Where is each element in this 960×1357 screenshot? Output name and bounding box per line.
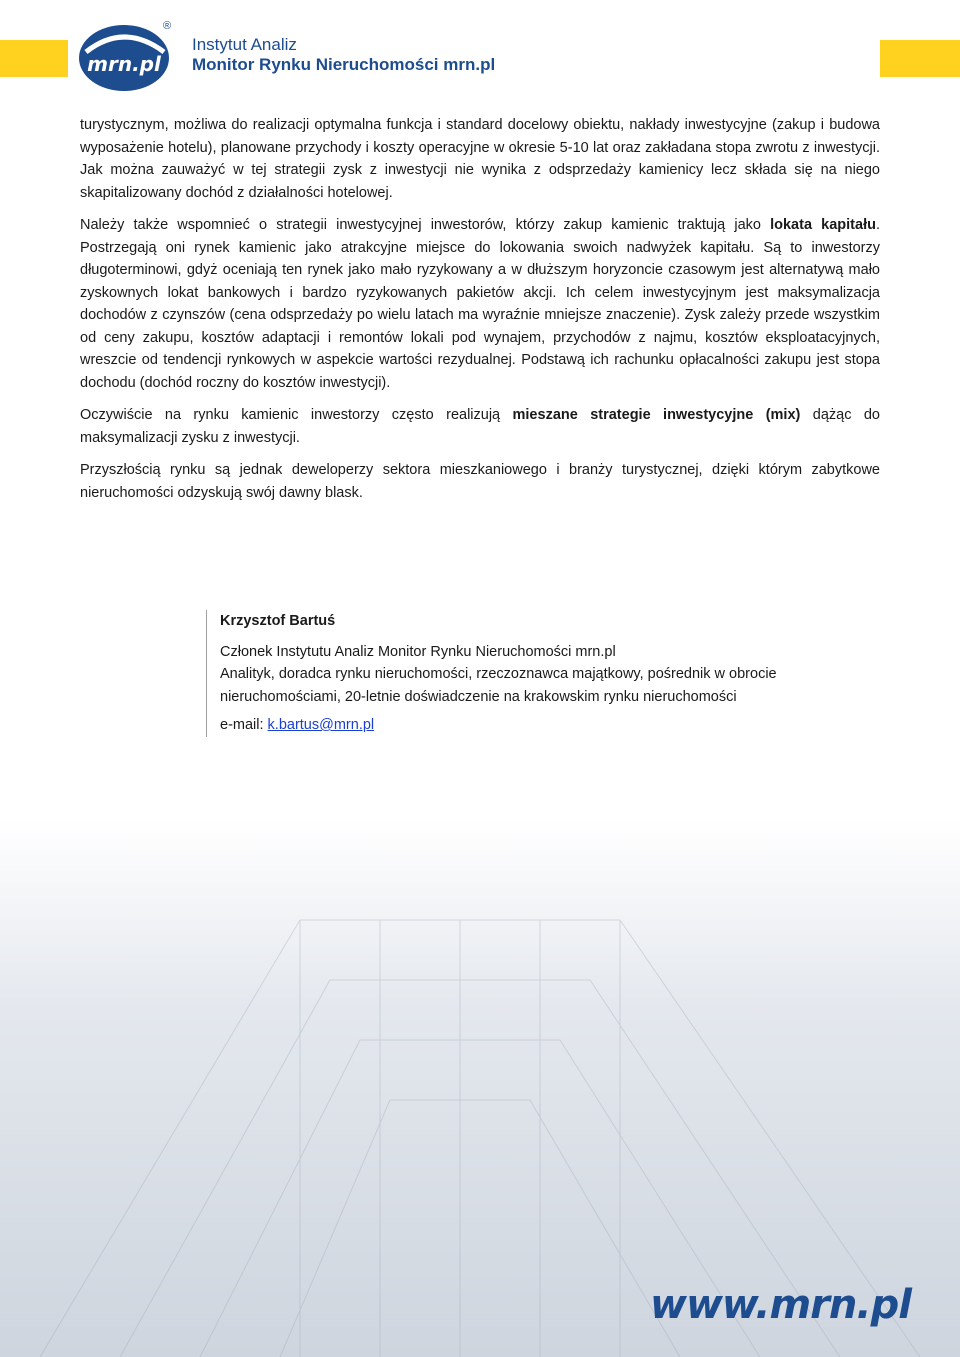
author-email: e-mail: k.bartus@mrn.pl <box>220 717 375 733</box>
institute-name: Instytut Analiz <box>192 35 297 54</box>
paragraph-2: Należy także wspomnieć o strategii inwestycyjnej inwestorów, którzy zakup kamienic traktują jako lokata kapitału. Postrzegają oni rynek kamienic jako atrakcyjne miejsce do lokowania swoich nadwyżek kapitału. Są to inwestorzy długoterminowi, gdyż oceniają ten rynek jako mało ryzykowany a w dłuższym horyzoncie czasowym jest alternatywą mało zyskownych lokat bankowych i bardzo ryzykowanych pakietów akcji. Ich celem inwestycyjnym jest maksymalizacja dochodów z czynszów (cena odsprzedaży po wielu latach ma wyraźnie mniejsze znaczenie). Zysk zależy przede wszystkim od ceny zakupu, kosztów adaptacji i remontów lokali pod wynajem, przychodów z najmu, kosztów eksploatacyjnych, wreszcie od tendencji rynkowych w aspekcie wartości rezydualnej. Podstawą ich rachunku opłacalności zakupu jest stopa dochodu (dochód roczny do kosztów inwestycji). <box>80 217 880 391</box>
institute-subtitle: Monitor Rynku Nieruchomości mrn.pl <box>192 55 496 74</box>
mrn-logo <box>78 22 174 92</box>
footer-website: www.mrn.pl <box>650 1282 911 1328</box>
paragraph-3: Oczywiście na rynku kamienic inwestorzy często realizują mieszane strategie inwestycyjne (mix) dążąc do maksymalizacji zysku z inwestycji. <box>80 407 880 446</box>
author-name: Krzysztof Bartuś <box>220 613 336 629</box>
author-role: Członek Instytutu Analiz Monitor Rynku Nieruchomości mrn.pl <box>220 643 616 660</box>
article-body <box>80 114 880 514</box>
bold-phrase: mieszane strategie inwestycyjne (mix) <box>512 407 801 423</box>
header-accent-tab <box>880 40 960 77</box>
institute-header <box>192 36 495 76</box>
header-accent-bar <box>0 40 68 77</box>
email-link[interactable]: k.bartus@mrn.pl <box>267 717 375 733</box>
author-box <box>206 610 840 737</box>
bold-phrase: lokata kapitału <box>770 217 876 233</box>
author-description: Analityk, doradca rynku nieruchomości, rzeczoznawca majątkowy, pośrednik w obrocie nieruchomościami, 20-letnie doświadczenie na krakowskim rynku nieruchomości <box>220 666 777 705</box>
paragraph-1: turystycznym, możliwa do realizacji optymalna funkcja i standard docelowy obiektu, nakłady inwestycyjne (zakup i budowa wyposażenie hotelu), planowane przychody i koszty operacyjne w okresie 5-10 lat oraz zakładana stopa zwrotu z inwestycji. Jak można zauważyć w tej strategii zysk z inwestycji nie wynika z odsprzedaży kamienicy lecz składa się na niego skapitalizowany dochód z działalności hotelowej. <box>80 117 880 201</box>
paragraph-4: Przyszłością rynku są jednak deweloperzy sektora mieszkaniowego i branży turystycznej, dzięki którym zabytkowe nieruchomości odzyskują swój dawny blask. <box>80 462 880 501</box>
registered-mark: ® <box>163 20 172 32</box>
svg-text:mrn.pl: mrn.pl <box>87 52 161 76</box>
